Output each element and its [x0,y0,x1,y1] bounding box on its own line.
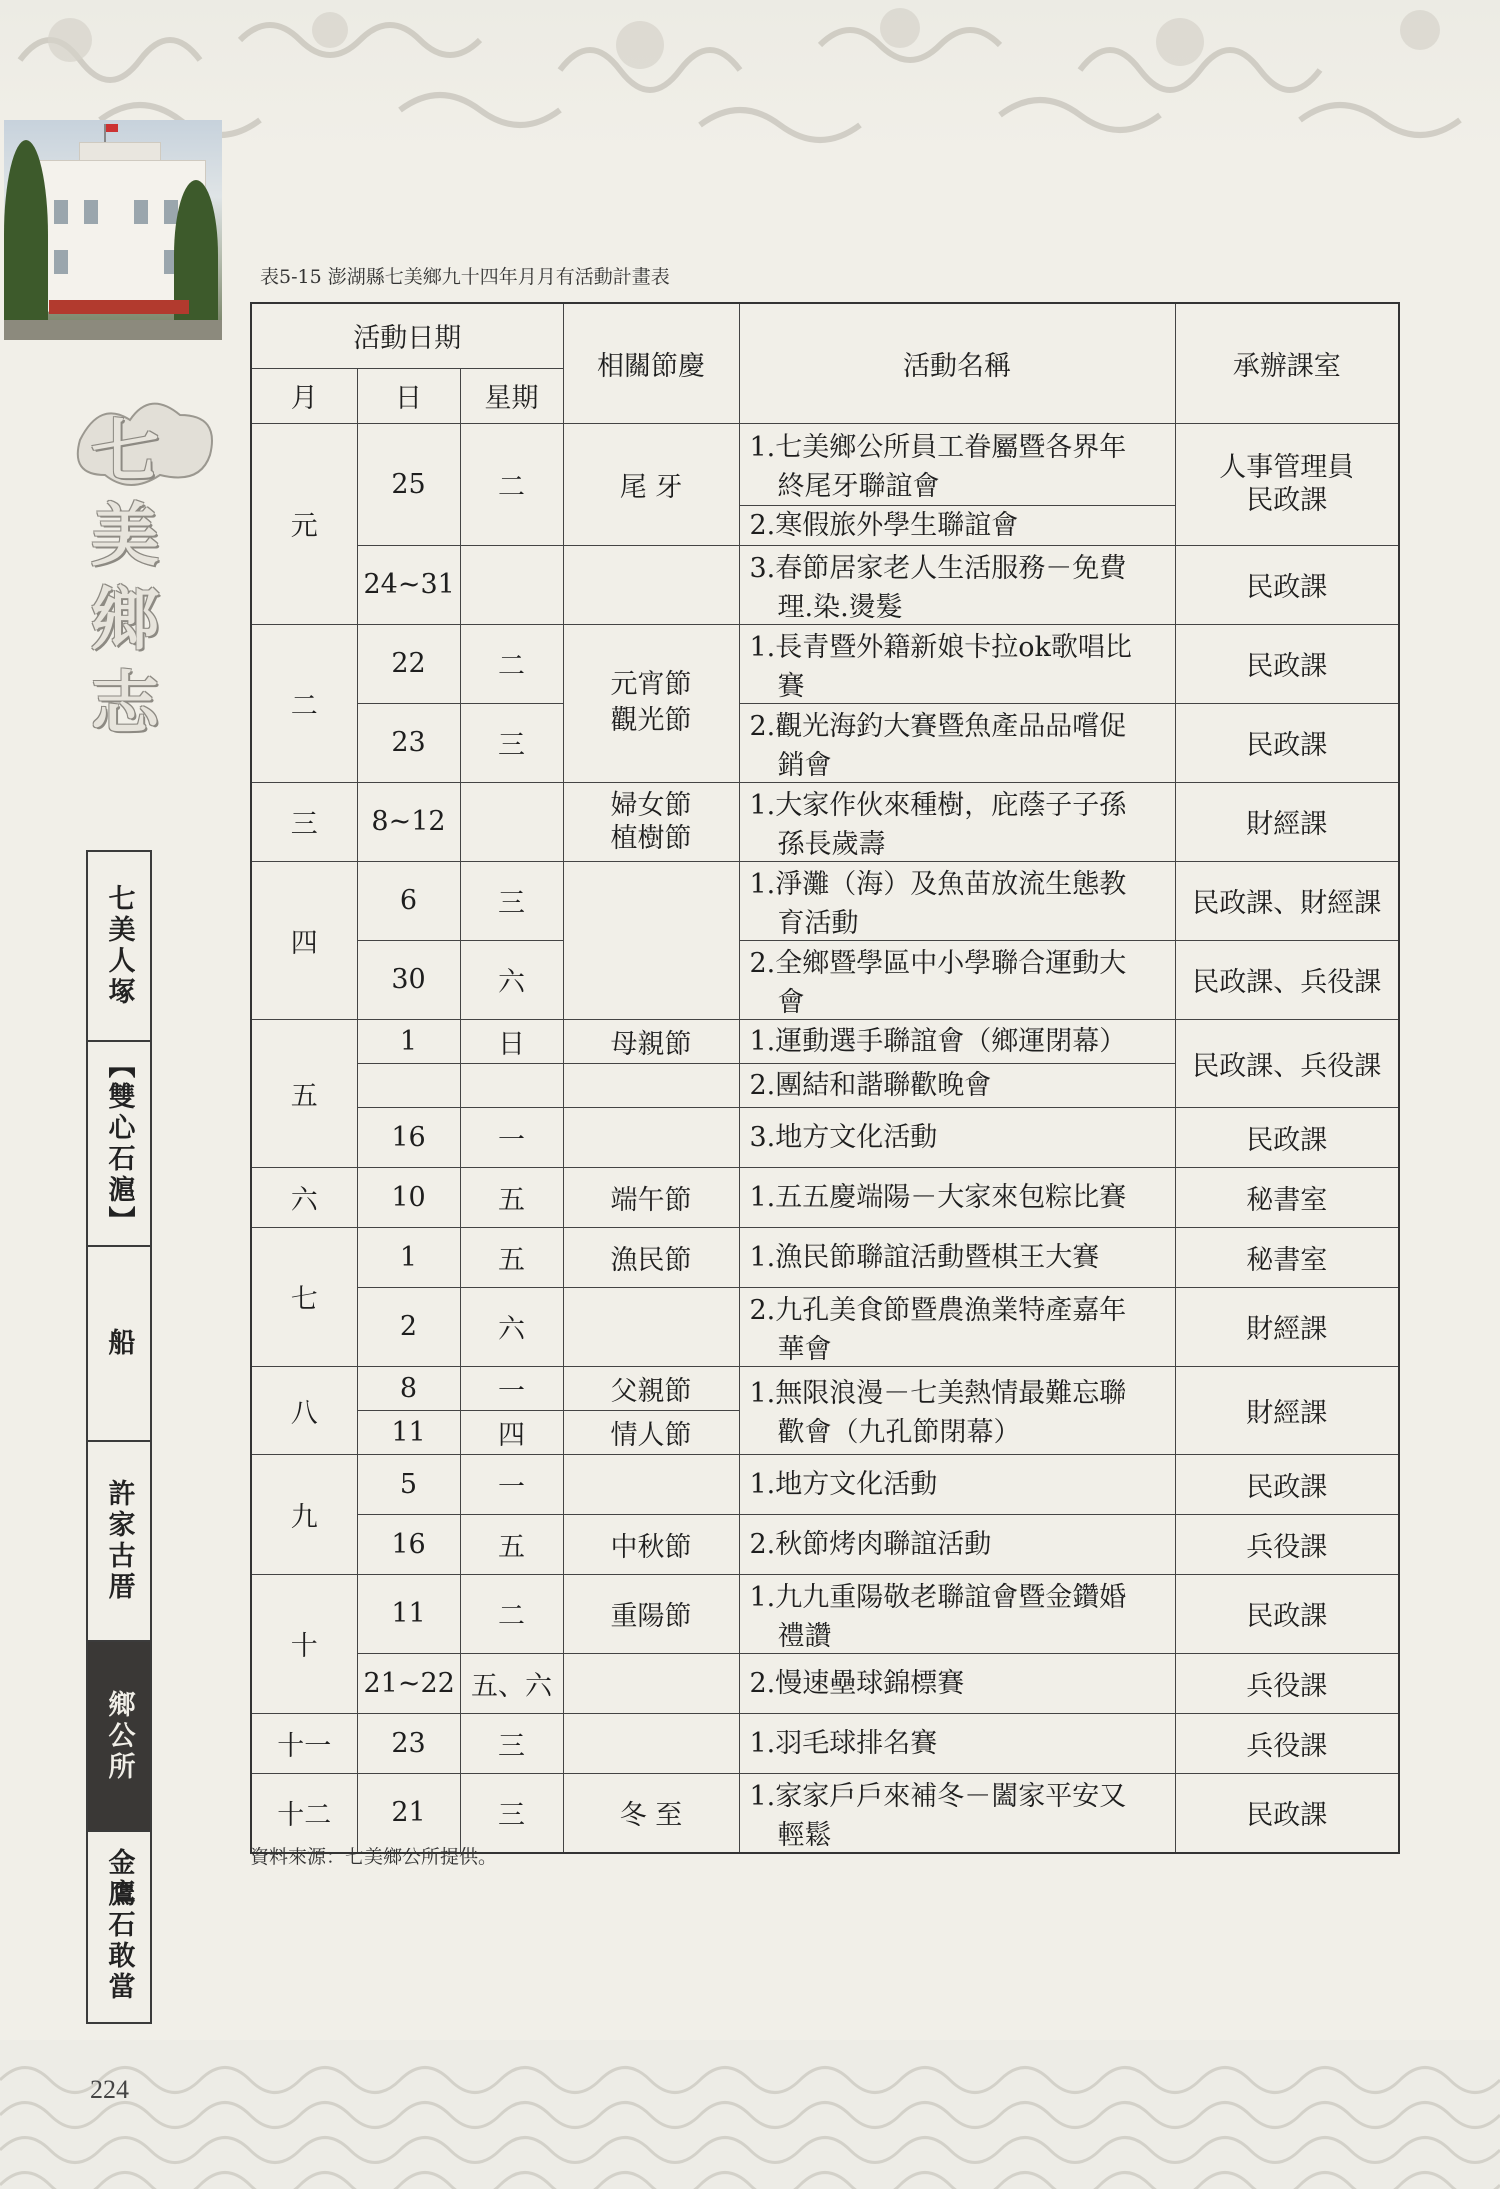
cloud-pattern-header [0,0,1500,150]
month-cell: 十一 [251,1713,357,1773]
day-cell: 25 [357,423,460,545]
header-activity: 活動名稱 [739,303,1175,423]
activity-cell: 2.全鄉暨學區中小學聯合運動大 會 [739,940,1175,1019]
township-office-photo [4,120,222,340]
month-cell: 十 [251,1574,357,1713]
month-cell: 二 [251,624,357,782]
office-cell: 兵役課 [1175,1514,1399,1574]
office-cell: 民政課、財經課 [1175,861,1399,940]
office-cell: 民政課 [1175,703,1399,782]
day-cell: 2 [357,1287,460,1366]
wave-pattern-icon [0,2040,1500,2189]
festival-cell: 元宵節 觀光節 [563,624,739,782]
title-char: 美 [90,496,159,576]
activity-cell: 1.七美鄉公所員工眷屬暨各界年 終尾牙聯誼會 [739,423,1175,505]
wave-pattern-footer [0,2040,1500,2189]
nav-item-boat[interactable]: 船 [88,1247,150,1442]
festival-cell: 尾 牙 [563,423,739,545]
month-cell: 六 [251,1167,357,1227]
festival-cell: 冬 至 [563,1773,739,1853]
activity-cell: 2.秋節烤肉聯誼活動 [739,1514,1175,1574]
month-cell: 元 [251,423,357,624]
office-cell: 秘書室 [1175,1167,1399,1227]
weekday-cell: 三 [460,1773,563,1853]
activity-cell: 1.長青暨外籍新娘卡拉ok歌唱比 賽 [739,624,1175,703]
office-cell: 兵役課 [1175,1713,1399,1773]
activity-cell: 1.地方文化活動 [739,1454,1175,1514]
day-cell: 21 [357,1773,460,1853]
festival-cell: 父親節 [563,1366,739,1410]
day-cell: 23 [357,703,460,782]
activity-cell: 3.春節居家老人生活服務－免費 理.染.燙髮 [739,545,1175,624]
nav-item-township-office[interactable]: 鄉公所 [88,1642,150,1832]
month-cell: 四 [251,861,357,1019]
activity-cell: 1.淨灘（海）及魚苗放流生態教 育活動 [739,861,1175,940]
day-cell: 30 [357,940,460,1019]
day-cell: 1 [357,1227,460,1287]
weekday-cell: 一 [460,1366,563,1410]
weekday-cell: 二 [460,624,563,703]
office-cell: 民政課 [1175,624,1399,703]
month-cell: 五 [251,1019,357,1167]
activity-cell: 2.九孔美食節暨農漁業特產嘉年 華會 [739,1287,1175,1366]
weekday-cell: 三 [460,703,563,782]
weekday-cell: 五、六 [460,1653,563,1713]
activity-cell: 1.漁民節聯誼活動暨棋王大賽 [739,1227,1175,1287]
weekday-cell: 五 [460,1227,563,1287]
weekday-cell: 六 [460,1287,563,1366]
nav-item-eagle-stone[interactable]: 金鷹石敢當 [103,1847,135,2003]
activity-cell: 2.寒假旅外學生聯誼會 [739,505,1175,545]
office-cell: 民政課 [1175,1454,1399,1514]
weekday-cell: 四 [460,1410,563,1454]
book-title [85,410,165,810]
month-cell: 八 [251,1366,357,1454]
office-cell: 財經課 [1175,782,1399,861]
festival-cell: 婦女節 植樹節 [563,782,739,861]
festival-cell: 重陽節 [563,1574,739,1653]
day-cell: 16 [357,1107,460,1167]
nav-item-qimei-tomb[interactable]: 七美人塚 [88,852,150,1042]
office-cell: 民政課 [1175,545,1399,624]
activity-cell: 2.觀光海釣大賽暨魚產品品嚐促 銷會 [739,703,1175,782]
activity-cell: 1.運動選手聯誼會（鄉運閉幕） [739,1019,1175,1063]
day-cell: 23 [357,1713,460,1773]
activity-cell: 1.九九重陽敬老聯誼會暨金鑽婚 禮讚 [739,1574,1175,1653]
weekday-cell: 一 [460,1454,563,1514]
office-cell: 兵役課 [1175,1653,1399,1713]
day-cell: 1 [357,1019,460,1063]
weekday-cell: 三 [460,861,563,940]
month-cell: 七 [251,1227,357,1366]
office-cell: 民政課 [1175,1574,1399,1653]
festival-cell: 情人節 [563,1410,739,1454]
nav-item-twin-hearts[interactable]: 【雙心石滬】 [88,1042,150,1247]
activity-plan-table [250,302,1400,1854]
nav-item-xu-house[interactable]: 許家古厝 [88,1442,150,1642]
weekday-cell: 五 [460,1514,563,1574]
office-cell: 人事管理員 民政課 [1175,423,1399,545]
office-cell: 民政課 [1175,1773,1399,1853]
office-cell: 財經課 [1175,1287,1399,1366]
header-day: 日 [357,368,460,423]
day-cell: 10 [357,1167,460,1227]
activity-cell: 1.無限浪漫－七美熱情最難忘聯 歡會（九孔節閉幕） [739,1366,1175,1454]
weekday-cell: 五 [460,1167,563,1227]
header-festival: 相關節慶 [563,303,739,423]
chapter-nav [86,850,152,2024]
month-cell: 三 [251,782,357,861]
title-char: 志 [90,664,159,744]
festival-cell: 中秋節 [563,1514,739,1574]
weekday-cell: 三 [460,1713,563,1773]
header-office: 承辦課室 [1175,303,1399,423]
day-cell: 8~12 [357,782,460,861]
activity-cell: 2.團結和諧聯歡晚會 [739,1063,1175,1107]
page-number: 224 [90,2075,129,2104]
title-char: 鄉 [90,580,159,660]
day-cell: 11 [357,1574,460,1653]
source-note: 資料來源：七美鄉公所提供。 [250,1846,498,1868]
cloud-pattern-icon [0,0,1500,150]
month-cell: 十二 [251,1773,357,1853]
activity-cell: 1.大家作伙來種樹，庇蔭子子孫 孫長歲壽 [739,782,1175,861]
office-cell: 民政課 [1175,1107,1399,1167]
day-cell: 11 [357,1410,460,1454]
festival-cell: 端午節 [563,1167,739,1227]
weekday-cell: 二 [460,423,563,545]
header-month: 月 [251,368,357,423]
office-cell: 財經課 [1175,1366,1399,1454]
weekday-cell: 一 [460,1107,563,1167]
title-char: 七 [90,412,159,492]
activity-cell: 1.家家戶戶來補冬－闔家平安又 輕鬆 [739,1773,1175,1853]
day-cell: 6 [357,861,460,940]
weekday-cell: 二 [460,1574,563,1653]
weekday-cell: 六 [460,940,563,1019]
table-caption: 表5-15 澎湖縣七美鄉九十四年月月有活動計畫表 [260,266,670,288]
office-cell: 民政課、兵役課 [1175,1019,1399,1107]
day-cell: 21~22 [357,1653,460,1713]
festival-cell: 漁民節 [563,1227,739,1287]
day-cell: 5 [357,1454,460,1514]
header-weekday: 星期 [460,368,563,423]
office-cell: 民政課、兵役課 [1175,940,1399,1019]
activity-cell: 1.羽毛球排名賽 [739,1713,1175,1773]
month-cell: 九 [251,1454,357,1574]
activity-cell: 1.五五慶端陽－大家來包粽比賽 [739,1167,1175,1227]
office-cell: 秘書室 [1175,1227,1399,1287]
header-date-group: 活動日期 [251,303,563,368]
day-cell: 24~31 [357,545,460,624]
festival-cell: 母親節 [563,1019,739,1063]
day-cell: 8 [357,1366,460,1410]
day-cell: 22 [357,624,460,703]
activity-cell: 3.地方文化活動 [739,1107,1175,1167]
day-cell: 16 [357,1514,460,1574]
weekday-cell: 日 [460,1019,563,1063]
activity-cell: 2.慢速壘球錦標賽 [739,1653,1175,1713]
